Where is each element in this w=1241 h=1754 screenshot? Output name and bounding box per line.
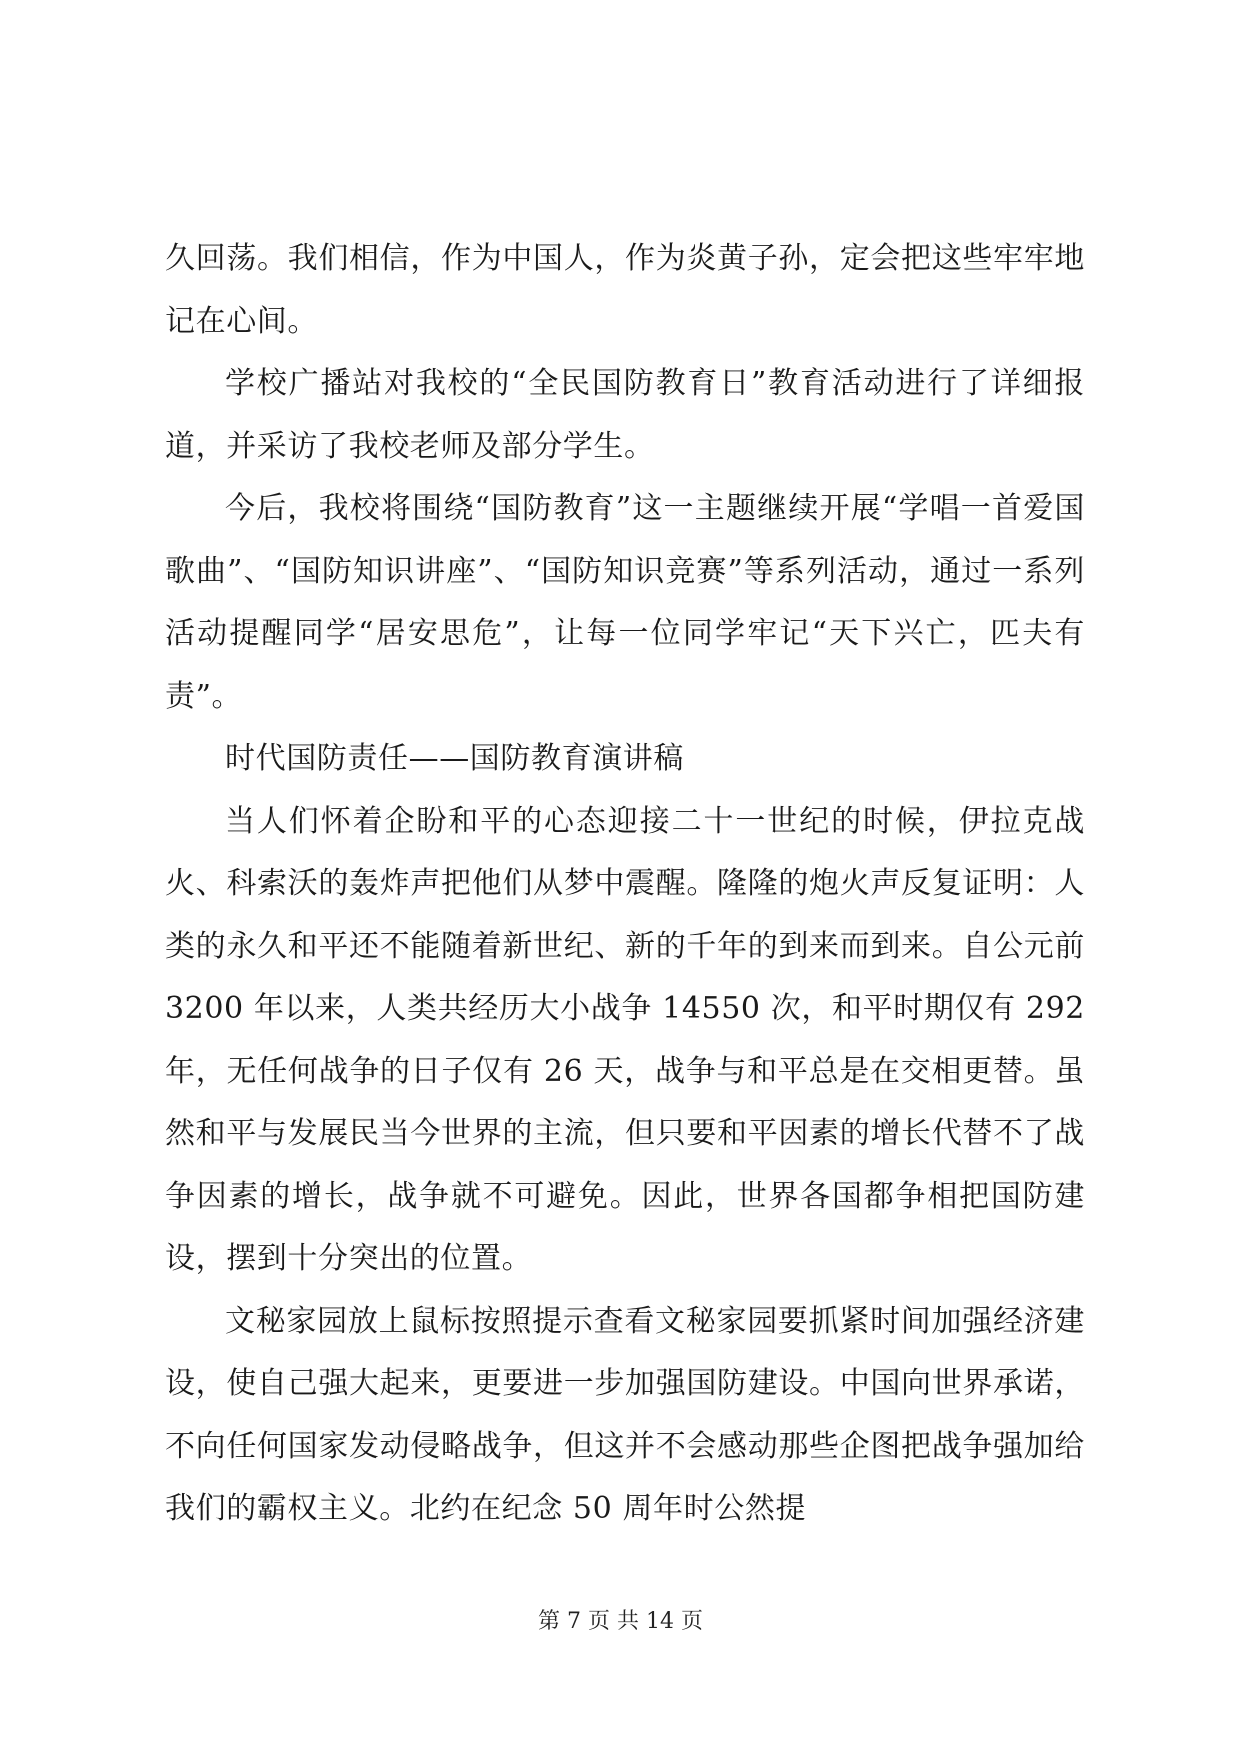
speech-title: 时代国防责任——国防教育演讲稿 [225, 741, 684, 776]
paragraph-3: 今后，我校将围绕“国防教育”这一主题继续开展“学唱一首爱国歌曲”、“国防知识讲座”、“国防知识竞赛”等系列活动，通过一系列活动提醒同学“居安思危”，让每一位同学牢记“天下兴亡，匹夫有责”。 [165, 491, 1085, 714]
paragraph-5: 当人们怀着企盼和平的心态迎接二十一世纪的时候，伊拉克战火、科索沃的轰炸声把他们从梦中震醒。隆隆的炮火声反复证明：人类的永久和平还不能随着新世纪、新的千年的到来而到来。自公元前 3200 年以来，人类共经历大小战争 14550 次，和平时期仅有 292 年，无任何战争的日子仅有 26 天，战争与和平总是在交相更替。虽然和平与发展民当今世界的主流，但只要和平因素的增长代替不了战争因素的增长，战争就不可避免。因此，世界各国都争相把国防建设，摆到十分突出的位置。 [165, 803, 1085, 1276]
page-number-footer: 第 7 页 共 14 页 [538, 1609, 703, 1634]
paragraph-6: 文秘家园放上鼠标按照提示查看文秘家园要抓紧时间加强经济建设，使自己强大起来，更要进一步加强国防建设。中国向世界承诺，不向任何国家发动侵略战争，但这并不会感动那些企图把战争强加给我们的霸权主义。北约在纪念 50 周年时公然提 [165, 1303, 1085, 1526]
document-body [165, 228, 1085, 1541]
paragraph-2: 学校广播站对我校的“全民国防教育日”教育活动进行了详细报道，并采访了我校老师及部分学生。 [165, 366, 1085, 464]
paragraph-1: 久回荡。我们相信，作为中国人，作为炎黄子孙，定会把这些牢牢地记在心间。 [165, 241, 1085, 339]
